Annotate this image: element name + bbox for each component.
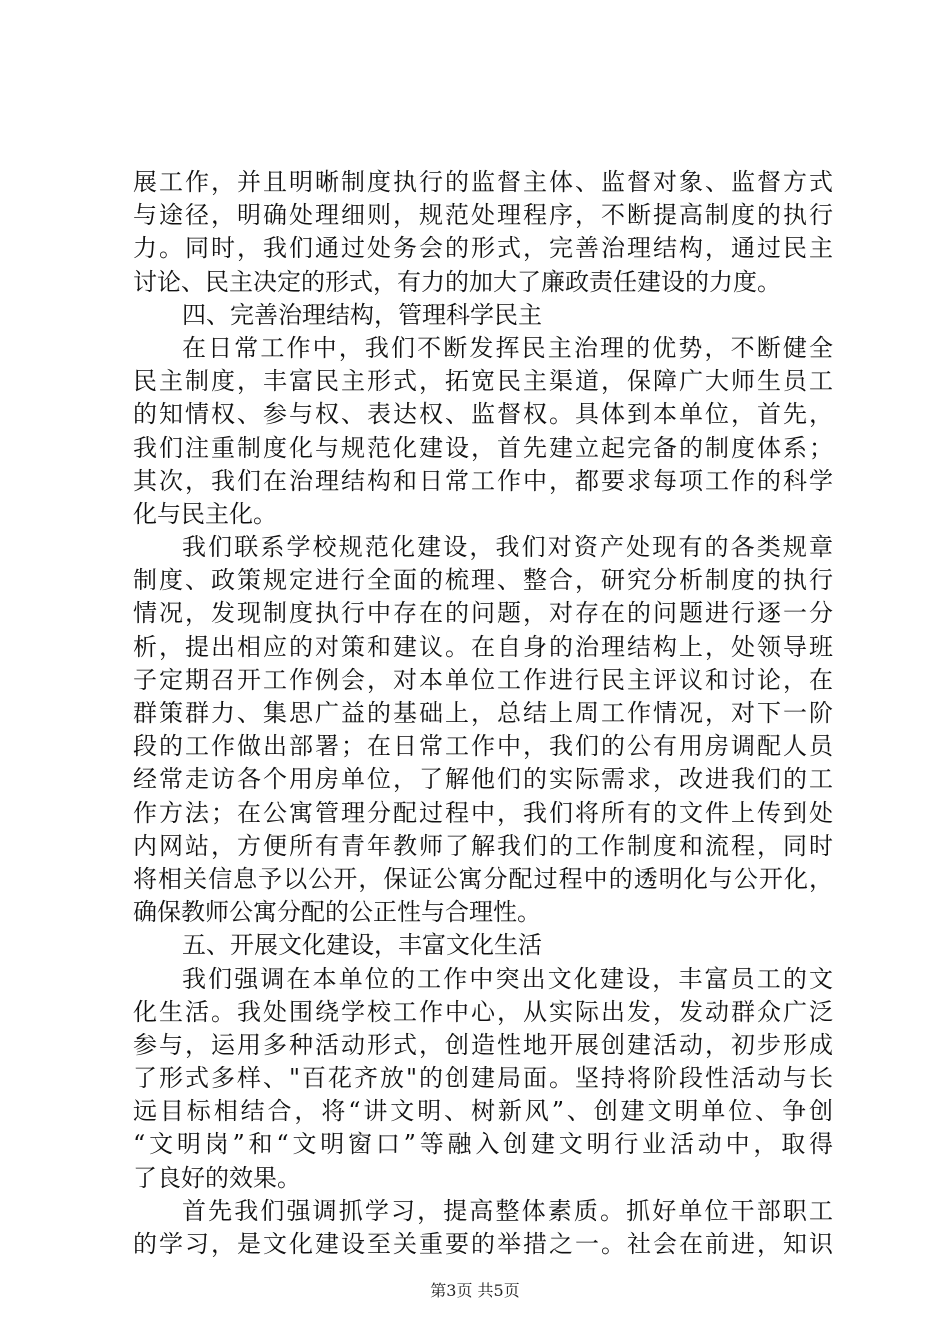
text-line: 力。同时，我们通过处务会的形式，完善治理结构，通过民主	[133, 234, 833, 263]
text-line: 我们注重制度化与规范化建设，首先建立起完备的制度体系；	[133, 433, 833, 462]
section-heading: 四、完善治理结构，管理科学民主	[182, 300, 542, 329]
text-line: 析，提出相应的对策和建议。在自身的治理结构上，处领导班	[133, 632, 833, 661]
text-line: 化与民主化。	[133, 499, 277, 528]
text-line: 我们联系学校规范化建设，我们对资产处现有的各类规章	[182, 533, 833, 562]
text-line: “文明岗”和“文明窗口”等融入创建文明行业活动中，取得	[133, 1130, 833, 1159]
text-line: 参与，运用多种活动形式，创造性地开展创建活动，初步形成	[133, 1030, 833, 1059]
text-line: 远目标相结合，将“讲文明、树新风”、创建文明单位、争创	[133, 1097, 833, 1126]
text-line: 的学习，是文化建设至关重要的举措之一。社会在前进，知识	[133, 1230, 833, 1258]
text-line: 与途径，明确处理细则，规范处理程序，不断提高制度的执行	[133, 201, 833, 230]
text-line: 化生活。我处围绕学校工作中心，从实际出发，发动群众广泛	[133, 997, 833, 1026]
text-line: 经常走访各个用房单位，了解他们的实际需求，改进我们的工	[133, 765, 833, 794]
text-line: 作方法；在公寓管理分配过程中，我们将所有的文件上传到处	[133, 798, 833, 827]
document-body	[133, 166, 833, 1261]
text-line: 民主制度，丰富民主形式，拓宽民主渠道，保障广大师生员工	[133, 367, 833, 396]
text-line: 了形式多样、"百花齐放"的创建局面。坚持将阶段性活动与长	[133, 1064, 833, 1093]
page-number-footer: 第3页 共5页	[430, 1281, 520, 1300]
text-line: 制度、政策规定进行全面的梳理、整合，研究分析制度的执行	[133, 566, 833, 595]
text-line: 其次，我们在治理结构和日常工作中，都要求每项工作的科学	[133, 466, 833, 495]
text-line: 子定期召开工作例会，对本单位工作进行民主评议和讨论，在	[133, 665, 833, 694]
text-line: 情况，发现制度执行中存在的问题，对存在的问题进行逐一分	[133, 599, 833, 628]
text-line: 在日常工作中，我们不断发挥民主治理的优势，不断健全	[182, 333, 833, 362]
text-line: 的知情权、参与权、表达权、监督权。具体到本单位，首先，	[133, 400, 833, 429]
section-heading: 五、开展文化建设，丰富文化生活	[182, 931, 542, 960]
text-line: 确保教师公寓分配的公正性与合理性。	[133, 898, 541, 927]
text-line: 讨论、民主决定的形式，有力的加大了廉政责任建设的力度。	[133, 267, 781, 296]
text-line: 了良好的效果。	[133, 1163, 301, 1192]
text-line: 我们强调在本单位的工作中突出文化建设，丰富员工的文	[182, 964, 833, 993]
text-line: 群策群力、集思广益的基础上，总结上周工作情况，对下一阶	[133, 699, 833, 727]
text-line: 内网站，方便所有青年教师了解我们的工作制度和流程，同时	[133, 831, 833, 860]
text-line: 将相关信息予以公开，保证公寓分配过程中的透明化与公开化，	[133, 864, 833, 893]
text-line: 首先我们强调抓学习，提高整体素质。抓好单位干部职工	[182, 1196, 833, 1225]
text-line: 段的工作做出部署；在日常工作中，我们的公有用房调配人员	[133, 732, 833, 761]
text-line: 展工作，并且明晰制度执行的监督主体、监督对象、监督方式	[133, 168, 833, 196]
